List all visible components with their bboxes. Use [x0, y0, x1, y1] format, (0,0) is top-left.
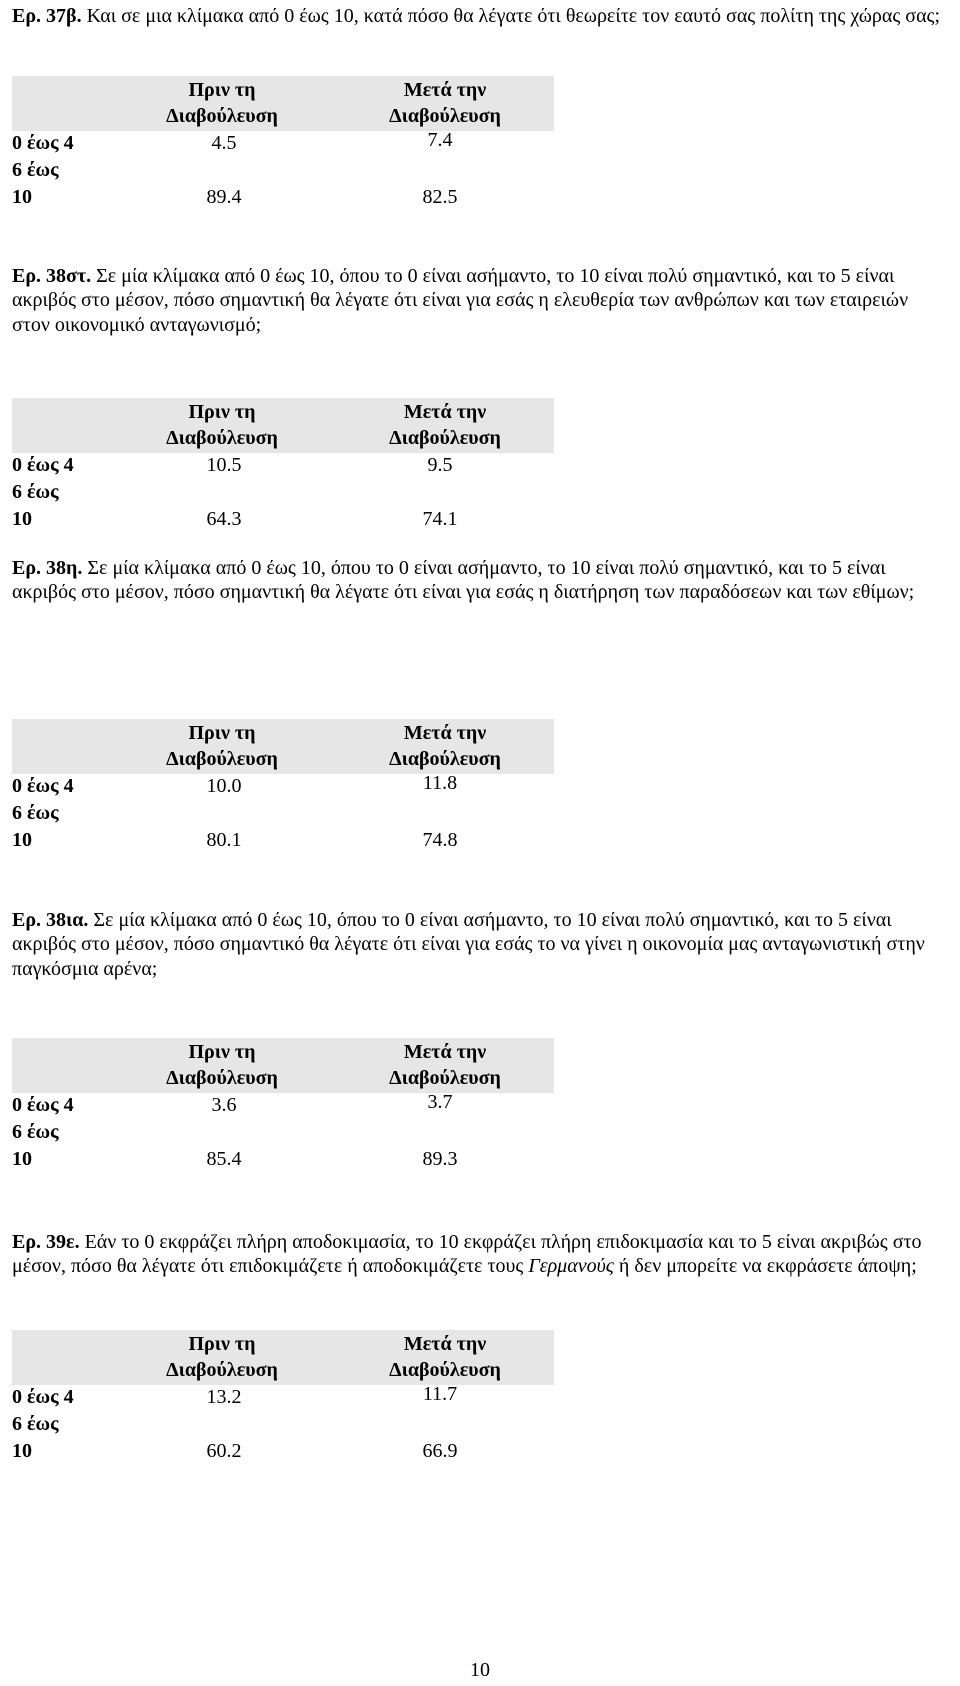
- question-text-b: ή δεν μπορείτε να εκφράσετε άποψη;: [613, 1255, 917, 1278]
- row-10: 10 80.1 74.8: [12, 828, 554, 855]
- value-before: 85.4: [206, 1148, 242, 1170]
- value-after: 74.1: [422, 508, 458, 530]
- question-text: Σε μία κλίμακα από 0 έως 10, όπου το 0 είναι ασήμαντο, το 10 είναι πολύ σημαντικό, και το 5 είναι ακριβός στο μέσον, πόσο σημαντική θα λέγατε ότι είναι για εσάς η ελευθερία των ανθρώπων και των εταιρειών στον οικονομικό ανταγωνισμό;: [12, 265, 909, 336]
- row-0-4: 0 έως 4 10.0 11.8: [12, 774, 554, 801]
- col-after-header: Μετά την Διαβούλευση: [389, 79, 501, 127]
- value-after: 82.5: [422, 186, 458, 208]
- row-0-4: 0 έως 4 3.6 3.7: [12, 1093, 554, 1120]
- question-37b: [12, 4, 947, 28]
- results-table-39e: [12, 1330, 554, 1466]
- results-table-37b: [12, 76, 554, 212]
- value-after: 11.7: [422, 1383, 458, 1405]
- question-text: Και σε μια κλίμακα από 0 έως 10, κατά πόσο θα λέγατε ότι θεωρείτε τον εαυτό σας πολίτη της χώρας σας;: [81, 5, 941, 27]
- question-38st: [12, 264, 947, 337]
- question-38i: [12, 556, 947, 605]
- value-after: 3.7: [427, 1091, 453, 1113]
- value-before: 3.6: [211, 1094, 237, 1116]
- value-after: 66.9: [422, 1440, 458, 1462]
- value-before: 10.0: [206, 775, 242, 797]
- results-table-38st: [12, 398, 554, 534]
- row-6-mid: 6 έως: [12, 1121, 59, 1143]
- question-id: Ερ. 38στ.: [12, 265, 92, 287]
- results-table-38ia: [12, 1038, 554, 1174]
- question-id: Ερ. 38η.: [12, 557, 83, 579]
- table-header: [12, 76, 554, 131]
- question-id: Ερ. 37β.: [12, 5, 82, 27]
- value-after: 89.3: [422, 1148, 458, 1170]
- page-number: 10: [470, 1659, 490, 1681]
- row-6-mid: 6 έως: [12, 802, 59, 824]
- row-0-4: 0 έως 4 4.5 7.4: [12, 131, 554, 158]
- question-text-emphasis: Γερμανούς: [528, 1255, 614, 1278]
- value-after: 7.4: [427, 129, 453, 151]
- value-before: 60.2: [206, 1440, 242, 1462]
- row-0-4: 0 έως 4 10.5 9.5: [12, 453, 554, 480]
- question-39e: [12, 1230, 947, 1279]
- value-before: 10.5: [206, 454, 242, 476]
- value-after: 74.8: [422, 829, 458, 851]
- question-text-a: Εάν το 0 εκφράζει πλήρη αποδοκιμασία, το 10 εκφράζει πλήρη επιδοκιμασία και το 5 είναι ακριβώς στο μέσον, πόσο θα λέγατε ότι επιδοκιμάζετε ή αποδοκιμάζετε τους: [12, 1231, 922, 1278]
- table-header: Πριν τη Διαβούλευση Μετά την Διαβούλευση: [12, 1330, 554, 1385]
- table-header: Πριν τη Διαβούλευση Μετά την Διαβούλευση: [12, 1038, 554, 1093]
- col-before-header: Πριν τη Διαβούλευση: [166, 79, 278, 127]
- value-before: 89.4: [206, 186, 242, 208]
- row-10: 10 64.3 74.1: [12, 507, 554, 534]
- value-before: 13.2: [206, 1386, 242, 1408]
- question-id: Ερ. 38ια.: [12, 909, 89, 931]
- value-before: 80.1: [206, 829, 242, 851]
- row-6-mid: 6 έως: [12, 1413, 59, 1435]
- table-header: Πριν τη Διαβούλευση Μετά την Διαβούλευση: [12, 398, 554, 453]
- results-table-38i: [12, 719, 554, 855]
- row-10: 10 89.4 82.5: [12, 185, 554, 212]
- row-0-4: 0 έως 4 13.2 11.7: [12, 1385, 554, 1412]
- question-id: Ερ. 39ε.: [12, 1231, 80, 1253]
- value-before: 4.5: [211, 132, 237, 154]
- question-text: Σε μία κλίμακα από 0 έως 10, όπου το 0 είναι ασήμαντο, το 10 είναι πολύ σημαντικό, και το 5 είναι ακριβός στο μέσον, πόσο σημαντική θα λέγατε ότι είναι για εσάς η διατήρηση των παραδόσεων και των εθίμων;: [12, 557, 915, 604]
- table-header: Πριν τη Διαβούλευση Μετά την Διαβούλευση: [12, 719, 554, 774]
- question-text: Σε μία κλίμακα από 0 έως 10, όπου το 0 είναι ασήμαντο, το 10 είναι πολύ σημαντικό, και το 5 είναι ακριβός στο μέσον, πόσο σημαντικό θα λέγατε ότι είναι για εσάς το να γίνει η οικονομία μας ανταγωνιστική στην παγκόσμια αρένα;: [12, 909, 925, 980]
- row-10: 10 60.2 66.9: [12, 1439, 554, 1466]
- row-6-mid: 6 έως: [12, 481, 59, 503]
- row-6-mid: 6 έως: [12, 159, 59, 181]
- value-after: 9.5: [427, 454, 453, 476]
- value-after: 11.8: [422, 772, 458, 794]
- value-before: 64.3: [206, 508, 242, 530]
- row-10: 10 85.4 89.3: [12, 1147, 554, 1174]
- question-38ia: [12, 908, 947, 981]
